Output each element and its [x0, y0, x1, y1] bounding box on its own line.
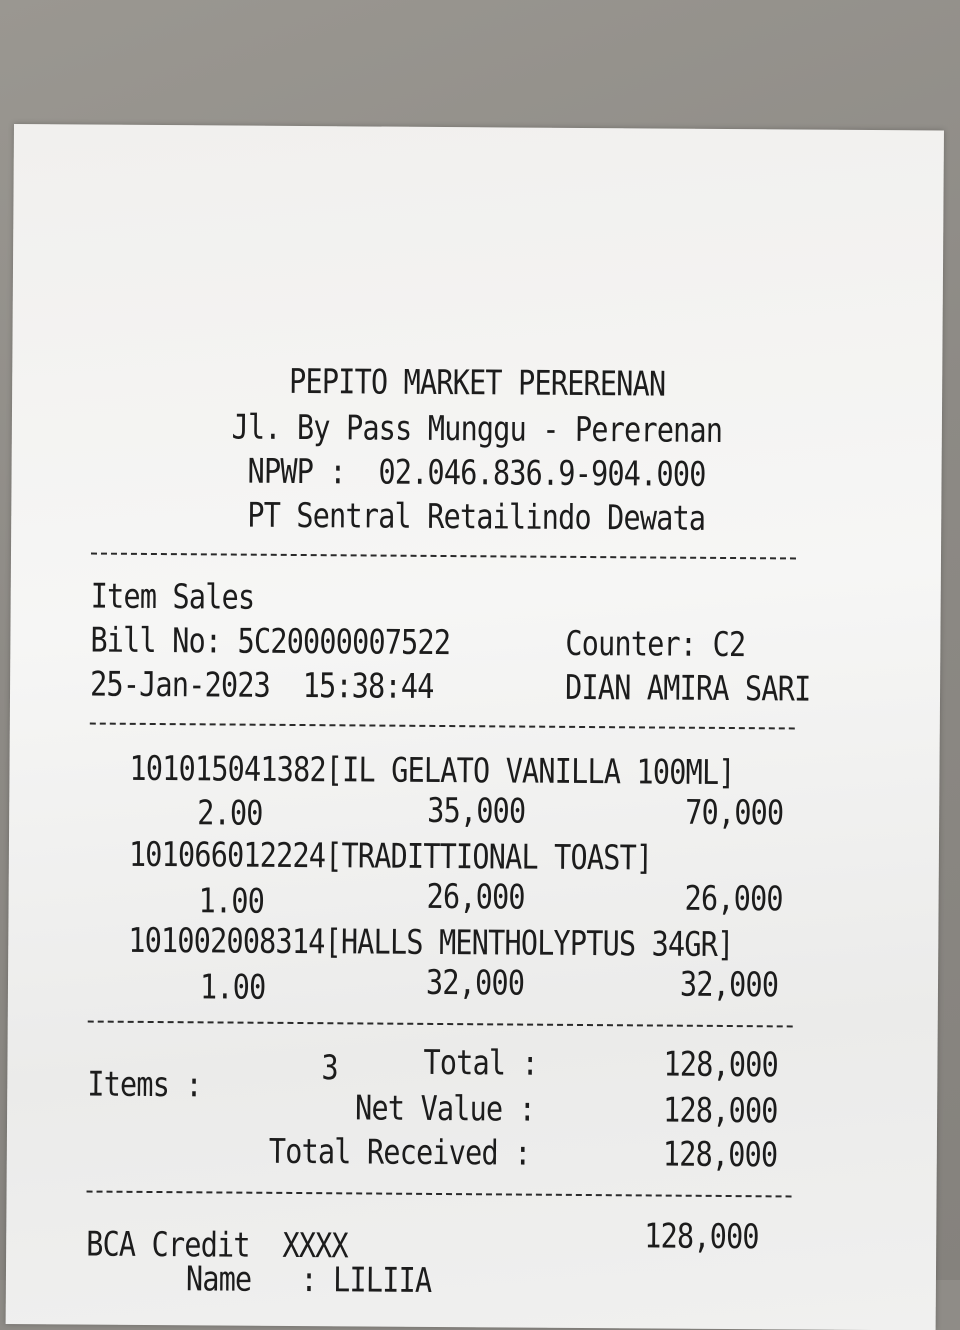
- store-company: PT Sentral Retailindo Dewata: [247, 495, 706, 539]
- counter: Counter: C2: [565, 623, 746, 666]
- item-amount: 70,000: [685, 792, 784, 834]
- store-name: PEPITO MARKET PERERENAN: [288, 361, 666, 405]
- total-label: Total :: [423, 1042, 539, 1084]
- divider: [90, 723, 795, 730]
- payment-amount: 128,000: [644, 1216, 759, 1258]
- divider: [87, 1191, 792, 1198]
- item-amount: 32,000: [679, 964, 779, 1006]
- store-address: Jl. By Pass Munggu - Pererenan: [231, 407, 723, 451]
- item-qty: 1.00: [199, 967, 266, 1008]
- items-label: Items :: [87, 1064, 202, 1106]
- section-title: Item Sales: [90, 576, 255, 618]
- item-price: 35,000: [427, 790, 526, 832]
- cardholder-name: Name : LILIIA: [185, 1259, 432, 1301]
- item-price: 32,000: [425, 962, 525, 1004]
- divider: [91, 553, 796, 560]
- item-line: 101015041382[IL GELATO VANILLA 100ML]: [129, 748, 735, 794]
- total-value: 128,000: [663, 1044, 779, 1086]
- total-received-label: Total Received :: [268, 1131, 531, 1174]
- cashier-name: DIAN AMIRA SARI: [564, 667, 811, 710]
- item-qty: 2.00: [197, 793, 263, 834]
- bill-number: Bill No: 5C20000007522: [90, 620, 451, 664]
- item-line: 101066012224[TRADITTIONAL TOAST]: [128, 834, 653, 879]
- bill-datetime: 25-Jan-2023 15:38:44: [89, 664, 434, 707]
- item-qty: 1.00: [198, 881, 265, 922]
- item-amount: 26,000: [684, 878, 783, 920]
- item-line: 101002008314[HALLS MENTHOLYPTUS 34GR]: [128, 920, 734, 966]
- total-received-value: 128,000: [662, 1134, 778, 1176]
- net-value-label: Net Value :: [354, 1088, 536, 1130]
- divider: [88, 1021, 793, 1028]
- payment-method: BCA Credit XXXX: [86, 1224, 348, 1267]
- receipt-paper: [6, 124, 944, 1330]
- items-count: 3: [321, 1048, 338, 1089]
- store-npwp: NPWP : 02.046.836.9-904.000: [247, 451, 706, 495]
- item-price: 26,000: [426, 876, 525, 918]
- net-value: 128,000: [662, 1090, 778, 1132]
